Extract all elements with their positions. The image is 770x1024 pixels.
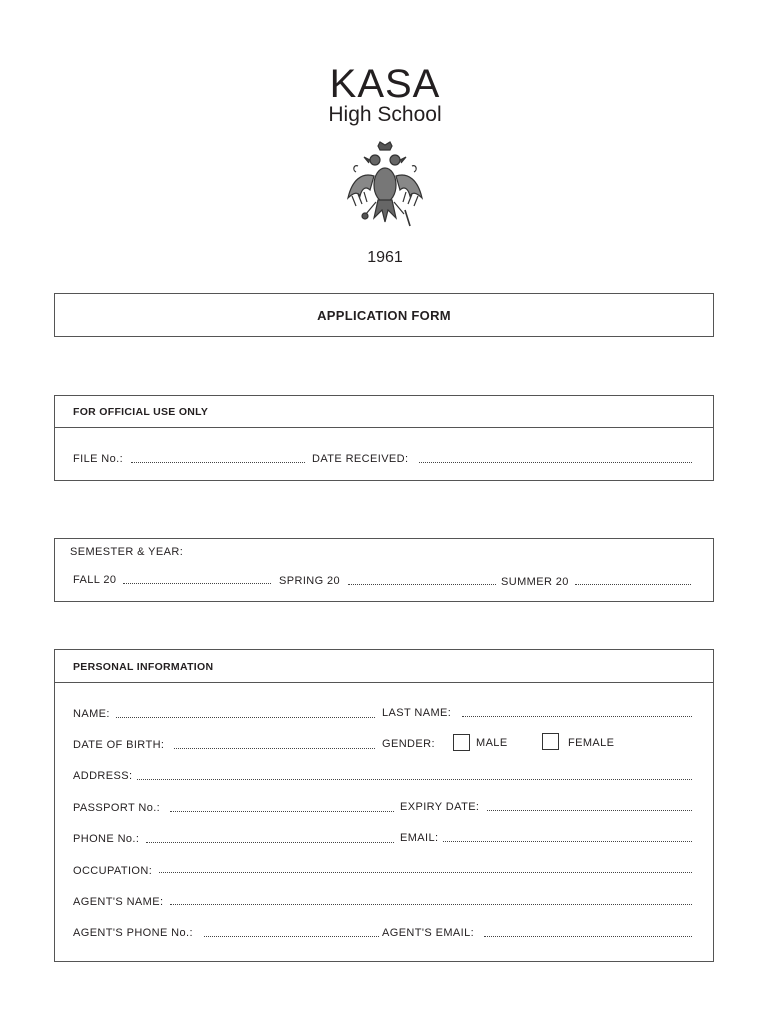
address-label: ADDRESS: bbox=[73, 770, 133, 782]
email-field[interactable] bbox=[443, 841, 692, 842]
male-checkbox[interactable] bbox=[453, 734, 470, 751]
semester-heading: SEMESTER & YEAR: bbox=[70, 546, 184, 558]
last-name-field[interactable] bbox=[462, 716, 692, 717]
form-title-box bbox=[54, 293, 714, 337]
phone-field[interactable] bbox=[146, 842, 394, 843]
spring-label: SPRING 20 bbox=[279, 575, 341, 587]
address-field[interactable] bbox=[137, 779, 692, 780]
occupation-field[interactable] bbox=[159, 872, 692, 873]
semester-section bbox=[54, 538, 714, 602]
summer-year-field[interactable] bbox=[575, 584, 691, 585]
agent-phone-label: AGENT'S PHONE No.: bbox=[73, 927, 193, 939]
name-label: NAME: bbox=[73, 708, 110, 720]
agent-name-label: AGENT'S NAME: bbox=[73, 896, 164, 908]
file-no-field[interactable] bbox=[131, 462, 305, 463]
passport-label: PASSPORT No.: bbox=[73, 802, 161, 814]
official-use-section bbox=[54, 395, 714, 481]
file-no-label: FILE No.: bbox=[73, 453, 124, 465]
fall-year-field[interactable] bbox=[123, 583, 271, 584]
female-label: FEMALE bbox=[568, 737, 615, 749]
male-label: MALE bbox=[476, 737, 508, 749]
personal-information-header bbox=[55, 650, 713, 683]
founding-year: 1961 bbox=[367, 249, 403, 266]
date-received-label: DATE RECEIVED: bbox=[312, 453, 409, 465]
double-headed-eagle-emblem-icon bbox=[340, 140, 430, 232]
personal-information-heading: PERSONAL INFORMATION bbox=[73, 661, 214, 673]
school-subtitle: High School bbox=[328, 103, 442, 126]
name-field[interactable] bbox=[116, 717, 375, 718]
expiry-date-field[interactable] bbox=[487, 810, 692, 811]
date-received-field[interactable] bbox=[419, 462, 692, 463]
last-name-label: LAST NAME: bbox=[382, 707, 452, 719]
official-use-header bbox=[55, 396, 713, 428]
school-name: KASA bbox=[329, 62, 441, 106]
date-of-birth-field[interactable] bbox=[174, 748, 375, 749]
form-title: APPLICATION FORM bbox=[317, 307, 451, 323]
agent-email-field[interactable] bbox=[484, 936, 692, 937]
agent-email-label: AGENT'S EMAIL: bbox=[382, 927, 475, 939]
official-use-heading: FOR OFFICIAL USE ONLY bbox=[73, 406, 209, 418]
agent-name-field[interactable] bbox=[170, 904, 692, 905]
email-label: EMAIL: bbox=[400, 832, 439, 844]
fall-label: FALL 20 bbox=[73, 574, 117, 586]
phone-label: PHONE No.: bbox=[73, 833, 140, 845]
date-of-birth-label: DATE OF BIRTH: bbox=[73, 739, 165, 751]
expiry-date-label: EXPIRY DATE: bbox=[400, 801, 480, 813]
agent-phone-field[interactable] bbox=[204, 936, 379, 937]
spring-year-field[interactable] bbox=[348, 584, 496, 585]
female-checkbox[interactable] bbox=[542, 733, 559, 750]
gender-label: GENDER: bbox=[382, 738, 435, 750]
summer-label: SUMMER 20 bbox=[501, 576, 569, 588]
occupation-label: OCCUPATION: bbox=[73, 865, 153, 877]
passport-field[interactable] bbox=[170, 811, 394, 812]
personal-information-section bbox=[54, 649, 714, 962]
